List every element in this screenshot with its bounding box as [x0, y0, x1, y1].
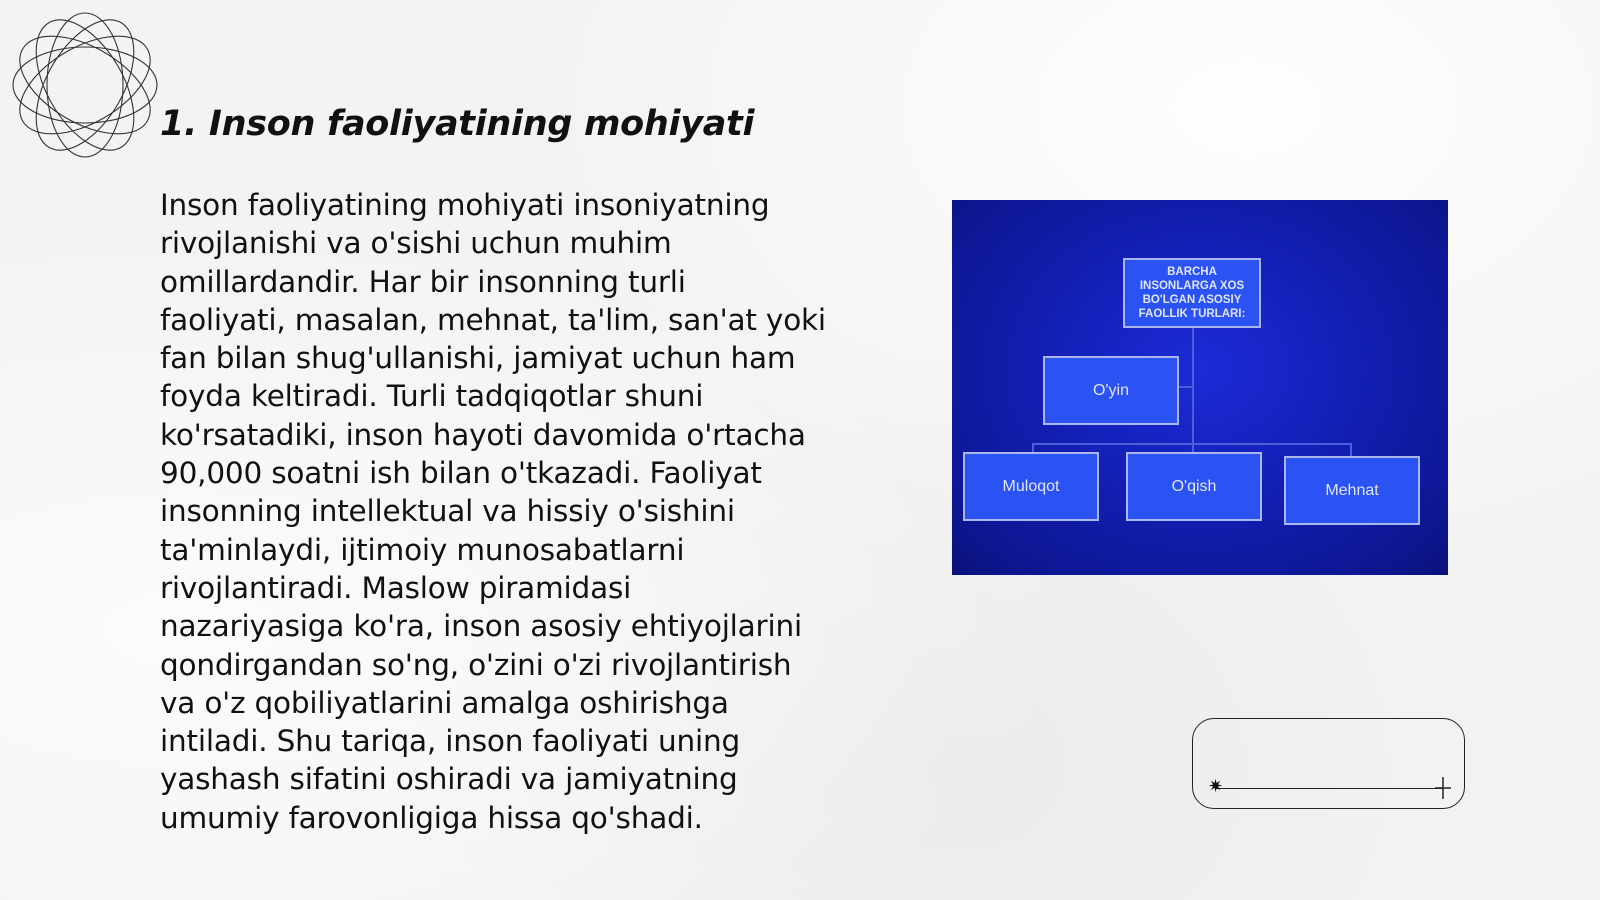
decorative-line	[1216, 788, 1442, 789]
body-line: rivojlanishi va o'sishi uchun muhim	[160, 226, 672, 261]
body-line: rivojlantiradi. Maslow piramidasi	[160, 570, 632, 605]
diagram-box-oqish: O'qish	[1126, 452, 1262, 521]
diagram-root-box	[1123, 258, 1261, 328]
body-line: ta'minlaydi, ijtimoiy munosabatlarni	[160, 532, 685, 567]
body-line: yashash sifatini oshiradi va jamiyatning	[160, 762, 738, 797]
diagram-box-muloqot: Muloqot	[963, 452, 1099, 521]
body-line: fan bilan shug'ullanishi, jamiyat uchun ham	[160, 341, 796, 376]
starburst-icon: ✷	[1208, 776, 1224, 797]
root-line: BO'LGAN ASOSIY	[1142, 294, 1242, 306]
body-line: nazariyasiga ko'ra, inson asosiy ehtiyojlarini	[160, 609, 802, 644]
body-line: va o'z qobiliyatlarini amalga oshirishga	[160, 685, 729, 720]
body-line: ko'rsatadiki, inson hayoti davomida o'rtacha	[160, 417, 806, 452]
diagram-box-mehnat: Mehnat	[1284, 456, 1420, 525]
body-line: 90,000 soatni ish bilan o'tkazadi. Faoliyat	[160, 456, 762, 491]
connector-root-vertical	[1192, 328, 1194, 448]
body-line: omillardandir. Har bir insonning turli	[160, 264, 686, 299]
slide-title: 1. Inson faoliyatining mohiyati	[160, 104, 755, 144]
body-line: Inson faoliyatining mohiyati insoniyatning	[160, 188, 770, 222]
activity-types-diagram	[952, 200, 1448, 575]
root-line: BARCHA	[1167, 266, 1217, 278]
decorative-frame	[1192, 718, 1465, 809]
connector-mehnat	[1350, 443, 1352, 457]
circle-ornament-icon	[10, 10, 160, 160]
root-line: FAOLLIK TURLARI:	[1138, 308, 1246, 320]
cross-icon	[1432, 777, 1454, 799]
body-paragraph	[160, 186, 840, 837]
body-line: umumiy farovonligiga hissa qo'shadi.	[160, 800, 703, 835]
body-line: foyda keltiradi. Turli tadqiqotlar shuni	[160, 379, 704, 414]
diagram-box-oyin: O'yin	[1043, 356, 1179, 425]
body-line: insonning intellektual va hissiy o'sishini	[160, 494, 735, 529]
root-line: INSONLARGA XOS	[1139, 280, 1245, 292]
body-line: qondirgandan so'ng, o'zini o'zi rivojlantirish	[160, 647, 792, 682]
body-line: faoliyati, masalan, mehnat, ta'lim, san'at yoki	[160, 302, 826, 337]
body-line: intiladi. Shu tariqa, inson faoliyati uning	[160, 724, 741, 759]
